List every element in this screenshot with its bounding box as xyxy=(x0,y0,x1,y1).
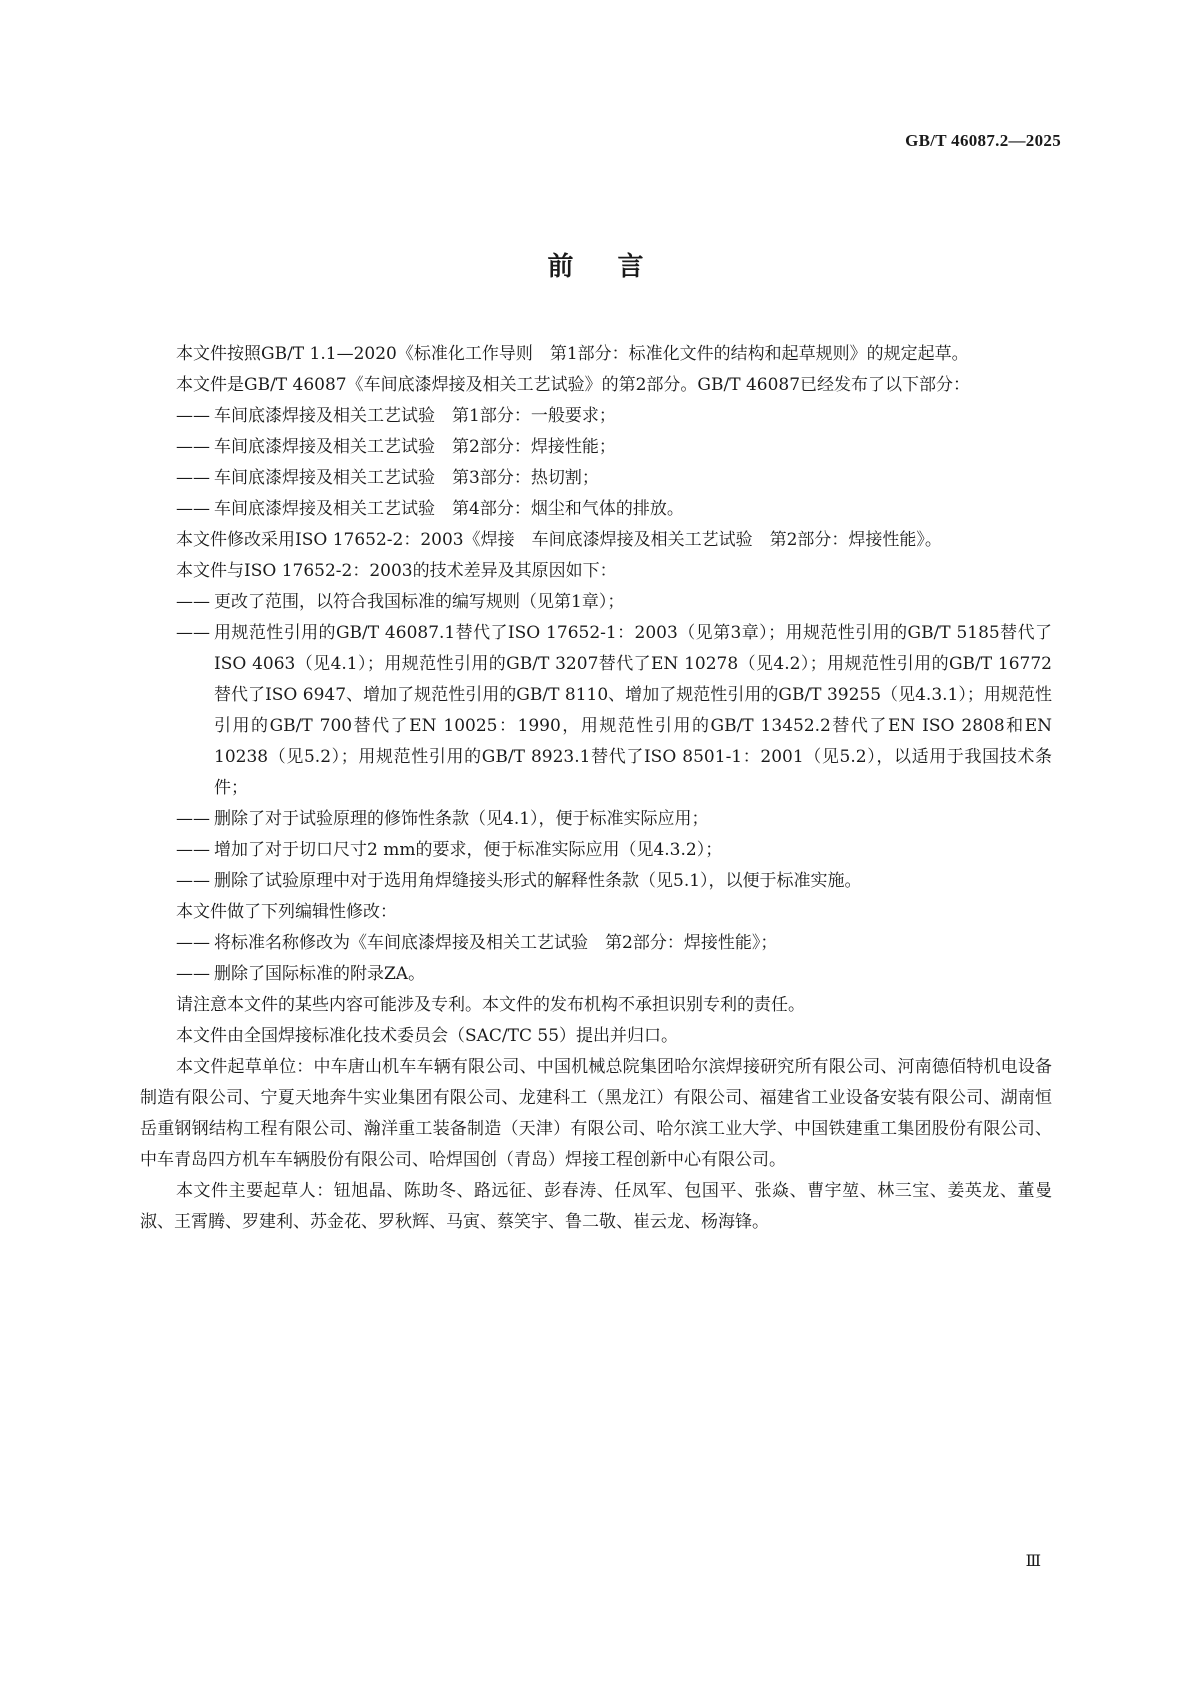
list-item xyxy=(140,401,1052,432)
list-item xyxy=(140,463,1052,494)
dash-marker: —— xyxy=(176,437,210,457)
dash-marker: —— xyxy=(176,840,210,860)
list-item-text: 将标准名称修改为《车间底漆焊接及相关工艺试验 第2部分：焊接性能》； xyxy=(214,933,778,953)
list-item xyxy=(140,866,1052,897)
list-item xyxy=(140,928,1052,959)
list-item-text: 车间底漆焊接及相关工艺试验 第1部分：一般要求； xyxy=(214,406,616,426)
list-item-text: 删除了对于试验原理的修饰性条款（见4.1），便于标准实际应用； xyxy=(214,809,709,829)
dash-marker: —— xyxy=(176,499,210,519)
dash-marker: —— xyxy=(176,592,210,612)
list-item xyxy=(140,618,1052,804)
dash-marker: —— xyxy=(176,406,210,426)
dash-marker: —— xyxy=(176,871,210,891)
dash-marker: —— xyxy=(176,468,210,488)
document-number: GB/T 46087.2—2025 xyxy=(905,131,1061,150)
paragraph-adoption: 本文件修改采用ISO 17652-2：2003《焊接 车间底漆焊接及相关工艺试验 第2部分：焊接性能》。 xyxy=(176,530,942,550)
paragraph-editorial-intro: 本文件做了下列编辑性修改： xyxy=(176,902,397,922)
page-number: Ⅲ xyxy=(1025,1553,1041,1570)
page-title: 前言 xyxy=(547,252,688,282)
list-item-text: 车间底漆焊接及相关工艺试验 第4部分：烟尘和气体的排放。 xyxy=(214,499,684,519)
list-item xyxy=(140,804,1052,835)
list-item-text: 删除了国际标准的附录ZA。 xyxy=(214,964,426,984)
list-item-text: 增加了对于切口尺寸2 mm的要求，便于标准实际应用（见4.3.2）； xyxy=(214,840,723,860)
paragraph-series-intro: 本文件是GB/T 46087《车间底漆焊接及相关工艺试验》的第2部分。GB/T 46087已经发布了以下部分： xyxy=(176,375,971,395)
list-item-text: 删除了试验原理中对于选用角焊缝接头形式的解释性条款（见5.1），以便于标准实施。 xyxy=(214,871,862,891)
foreword-body xyxy=(140,339,1052,1238)
list-item xyxy=(140,959,1052,990)
list-item xyxy=(140,494,1052,525)
paragraph-drafters: 本文件主要起草人：钮旭晶、陈助冬、路远征、彭春涛、任凤军、包国平、张焱、曹宇堃、林三宝、姜英龙、董曼淑、王霄腾、罗建利、苏金花、罗秋辉、马寅、蔡笑宇、鲁二敬、崔云龙、杨海锋。 xyxy=(140,1181,1052,1232)
paragraph-drafting-units: 本文件起草单位：中车唐山机车车辆有限公司、中国机械总院集团哈尔滨焊接研究所有限公司、河南德佰特机电设备制造有限公司、宁夏天地奔牛实业集团有限公司、龙建科工（黑龙江）有限公司、福建省工业设备安装有限公司、湖南恒岳重钢钢结构工程有限公司、瀚洋重工装备制造（天津）有限公司、哈尔滨工业大学、中国铁建重工集团股份有限公司、中车青岛四方机车车辆股份有限公司、哈焊国创（青岛）焊接工程创新中心有限公司。 xyxy=(140,1057,1052,1170)
paragraph-differences-intro: 本文件与ISO 17652-2：2003的技术差异及其原因如下： xyxy=(176,561,617,581)
list-item xyxy=(140,587,1052,618)
dash-marker: —— xyxy=(176,964,210,984)
list-item-text: 用规范性引用的GB/T 46087.1替代了ISO 17652-1：2003（见第3章）；用规范性引用的GB/T 5185替代了ISO 4063（见4.1）；用规范性引用的GB/T 3207替代了EN 10278（见4.2）；用规范性引用的GB/T 16772替代了ISO 6947、增加了规范性引用的GB/T 8110、增加了规范性引用的GB/T 39255（见4.3.1）；用规范性引用的GB/T 700替代了EN 10025：1990，用规范性引用的GB/T 13452.2替代了EN ISO 2808和EN 10238（见5.2）；用规范性引用的GB/T 8923.1替代了ISO 8501-1：2001（见5.2），以适用于我国技术条件； xyxy=(214,623,1052,798)
list-item xyxy=(140,432,1052,463)
paragraph-drafting-rule: 本文件按照GB/T 1.1—2020《标准化工作导则 第1部分：标准化文件的结构和起草规则》的规定起草。 xyxy=(176,344,969,364)
paragraph-committee: 本文件由全国焊接标准化技术委员会（SAC/TC 55）提出并归口。 xyxy=(176,1026,679,1046)
paragraph-patent-notice: 请注意本文件的某些内容可能涉及专利。本文件的发布机构不承担识别专利的责任。 xyxy=(176,995,805,1015)
list-item-text: 更改了范围，以符合我国标准的编写规则（见第1章）； xyxy=(214,592,625,612)
dash-marker: —— xyxy=(176,623,210,643)
dash-marker: —— xyxy=(176,809,210,829)
dash-marker: —— xyxy=(176,933,210,953)
list-item-text: 车间底漆焊接及相关工艺试验 第2部分：焊接性能； xyxy=(214,437,616,457)
list-item xyxy=(140,835,1052,866)
list-item-text: 车间底漆焊接及相关工艺试验 第3部分：热切割； xyxy=(214,468,599,488)
